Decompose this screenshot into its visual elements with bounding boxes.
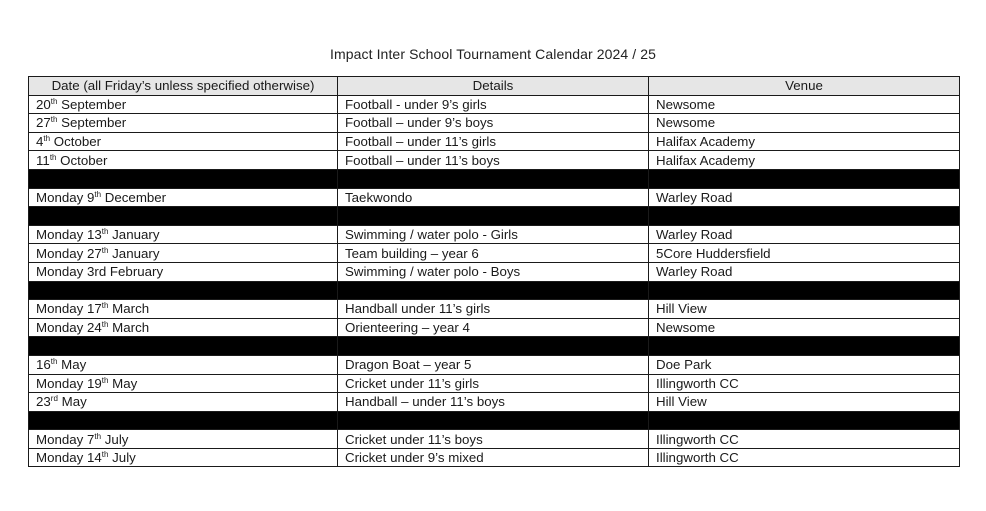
date-month: May xyxy=(57,394,87,410)
separator-cell xyxy=(338,169,649,188)
table-row xyxy=(29,430,960,449)
date-ordinal: rd xyxy=(50,394,58,404)
details-cell: Cricket under 11’s girls xyxy=(338,374,649,393)
table-row xyxy=(29,300,960,319)
date-month: March xyxy=(108,301,150,317)
details-cell: Cricket under 11’s boys xyxy=(338,430,649,449)
date-month: May xyxy=(108,375,138,391)
date-ordinal: th xyxy=(101,320,109,330)
details-cell: Football – under 11’s boys xyxy=(338,151,649,170)
date-ordinal: th xyxy=(94,189,102,199)
date-month: January xyxy=(108,227,160,243)
date-cell xyxy=(29,355,338,374)
venue-cell: Warley Road xyxy=(649,188,960,207)
separator-cell xyxy=(29,411,338,430)
venue-cell: Doe Park xyxy=(649,355,960,374)
details-cell: Football – under 9’s boys xyxy=(338,114,649,133)
table-row xyxy=(29,374,960,393)
details-cell: Handball – under 11’s boys xyxy=(338,393,649,412)
venue-cell: Warley Road xyxy=(649,262,960,281)
separator-cell xyxy=(338,281,649,300)
separator-cell xyxy=(649,281,960,300)
header-row xyxy=(29,77,960,96)
venue-cell: Illingworth CC xyxy=(649,374,960,393)
date-month: October xyxy=(50,134,102,150)
venue-cell: 5Core Huddersfield xyxy=(649,244,960,263)
separator-cell xyxy=(338,337,649,356)
details-cell: Dragon Boat – year 5 xyxy=(338,355,649,374)
separator-cell xyxy=(29,337,338,356)
separator-cell xyxy=(29,169,338,188)
date-ordinal: th xyxy=(101,245,109,255)
date-text: Monday 19 xyxy=(36,375,102,391)
separator-cell xyxy=(29,207,338,226)
date-cell xyxy=(29,393,338,412)
date-text: Monday 27 xyxy=(36,245,102,261)
date-text: Monday 9 xyxy=(36,189,95,205)
page-title: Impact Inter School Tournament Calendar 2024 / 25 xyxy=(329,46,657,62)
date-month: May xyxy=(57,357,87,373)
date-month: September xyxy=(57,115,127,131)
date-month: July xyxy=(108,450,136,466)
date-cell xyxy=(29,151,338,170)
separator-row xyxy=(29,169,960,188)
date-text: Monday 13 xyxy=(36,227,102,243)
date-ordinal: th xyxy=(101,301,109,311)
separator-cell xyxy=(649,169,960,188)
date-cell xyxy=(29,244,338,263)
separator-cell xyxy=(649,207,960,226)
table-row xyxy=(29,448,960,467)
date-cell xyxy=(29,225,338,244)
table-row xyxy=(29,318,960,337)
header-details: Details xyxy=(338,77,649,96)
date-month: December xyxy=(101,189,167,205)
details-cell: Swimming / water polo - Girls xyxy=(338,225,649,244)
table-row xyxy=(29,95,960,114)
venue-cell: Warley Road xyxy=(649,225,960,244)
venue-cell: Newsome xyxy=(649,318,960,337)
date-text: 4 xyxy=(36,134,44,150)
date-text: 11 xyxy=(36,152,50,168)
details-cell: Team building – year 6 xyxy=(338,244,649,263)
date-cell xyxy=(29,95,338,114)
table-row xyxy=(29,225,960,244)
date-text: 16 xyxy=(36,357,51,373)
date-ordinal: th xyxy=(50,96,58,106)
details-cell: Cricket under 9’s mixed xyxy=(338,448,649,467)
date-text: 20 xyxy=(36,96,51,112)
table-body xyxy=(29,95,960,467)
date-ordinal: th xyxy=(101,375,109,385)
table-row xyxy=(29,262,960,281)
separator-row xyxy=(29,281,960,300)
date-month: July xyxy=(101,431,129,447)
header-venue: Venue xyxy=(649,77,960,96)
date-text: Monday 3rd February xyxy=(36,264,164,280)
date-cell xyxy=(29,132,338,151)
table-row xyxy=(29,114,960,133)
venue-cell: Halifax Academy xyxy=(649,132,960,151)
venue-cell: Halifax Academy xyxy=(649,151,960,170)
separator-cell xyxy=(29,281,338,300)
date-month: September xyxy=(57,96,127,112)
venue-cell: Hill View xyxy=(649,393,960,412)
date-text: Monday 14 xyxy=(36,450,102,466)
table-row xyxy=(29,188,960,207)
separator-cell xyxy=(649,411,960,430)
date-ordinal: th xyxy=(50,357,58,367)
date-cell xyxy=(29,262,338,281)
date-month: January xyxy=(108,245,160,261)
details-cell: Taekwondo xyxy=(338,188,649,207)
date-cell xyxy=(29,300,338,319)
details-cell: Orienteering – year 4 xyxy=(338,318,649,337)
venue-cell: Hill View xyxy=(649,300,960,319)
separator-row xyxy=(29,207,960,226)
details-cell: Football - under 9’s girls xyxy=(338,95,649,114)
details-cell: Swimming / water polo - Boys xyxy=(338,262,649,281)
table-row xyxy=(29,244,960,263)
separator-row xyxy=(29,337,960,356)
date-ordinal: th xyxy=(50,115,58,125)
tournament-calendar-table xyxy=(28,76,960,467)
date-text: 23 xyxy=(36,394,51,410)
table-row xyxy=(29,393,960,412)
venue-cell: Illingworth CC xyxy=(649,430,960,449)
date-cell xyxy=(29,188,338,207)
date-text: Monday 17 xyxy=(36,301,102,317)
details-cell: Football – under 11’s girls xyxy=(338,132,649,151)
table-row xyxy=(29,151,960,170)
separator-cell xyxy=(338,207,649,226)
date-ordinal: th xyxy=(101,450,109,460)
separator-cell xyxy=(649,337,960,356)
venue-cell: Illingworth CC xyxy=(649,448,960,467)
date-cell xyxy=(29,374,338,393)
date-cell xyxy=(29,318,338,337)
date-cell xyxy=(29,430,338,449)
date-text: Monday 24 xyxy=(36,320,102,336)
date-month: March xyxy=(108,320,150,336)
table-row xyxy=(29,355,960,374)
date-ordinal: th xyxy=(94,431,102,441)
date-ordinal: th xyxy=(49,152,57,162)
date-text: 27 xyxy=(36,115,51,131)
table-row xyxy=(29,132,960,151)
separator-cell xyxy=(338,411,649,430)
venue-cell: Newsome xyxy=(649,114,960,133)
date-text: Monday 7 xyxy=(36,431,95,447)
date-cell xyxy=(29,448,338,467)
date-cell xyxy=(29,114,338,133)
venue-cell: Newsome xyxy=(649,95,960,114)
details-cell: Handball under 11’s girls xyxy=(338,300,649,319)
date-ordinal: th xyxy=(101,227,109,237)
separator-row xyxy=(29,411,960,430)
header-date: Date (all Friday’s unless specified otherwise) xyxy=(29,77,338,96)
date-month: October xyxy=(56,152,108,168)
date-ordinal: th xyxy=(43,134,51,144)
